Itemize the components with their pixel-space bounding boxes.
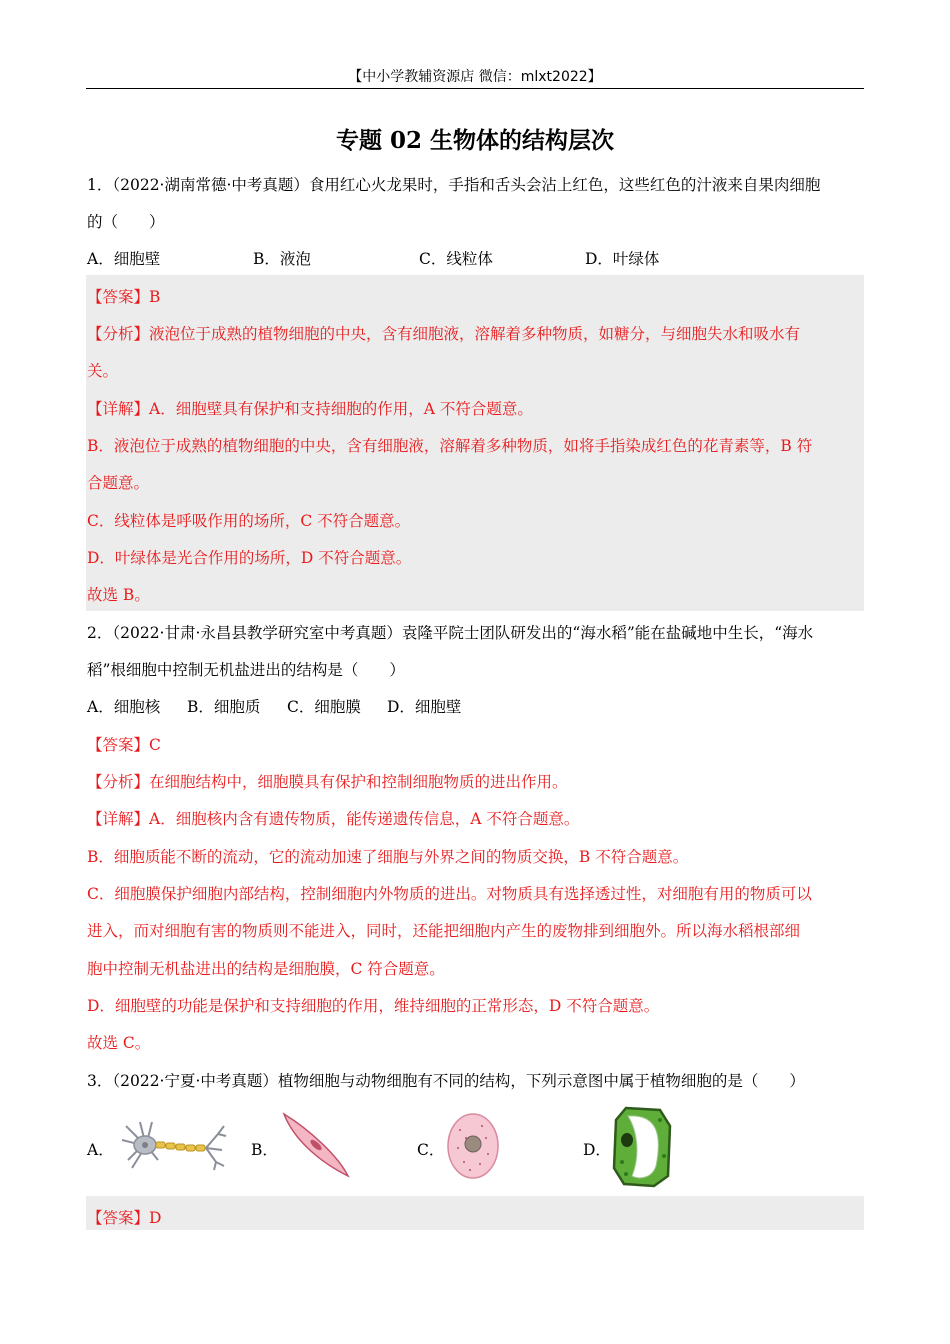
- q2-detail-line6: D．细胞壁的功能是保护和支持细胞的作用，维持细胞的正常形态，D 不符合题意。: [87, 997, 660, 1015]
- q2-stem-line2: 稻”根细胞中控制无机盐进出的结构是（ ）: [87, 661, 405, 679]
- neuron-cell-image: [118, 1116, 230, 1176]
- answer-tag: 【答案】: [87, 1209, 150, 1227]
- q2-options: [87, 695, 864, 717]
- answer-tag: 【答案】: [87, 288, 150, 306]
- q2-option-d: D．细胞壁: [387, 698, 462, 716]
- detail-tag: 【详解】: [87, 810, 150, 828]
- q2-detail-line1: 【详解】A．细胞核内含有遗传物质，能传递遗传信息，A 不符合题意。: [87, 810, 580, 828]
- q2-analysis-line1: 【分析】在细胞结构中，细胞膜具有保护和控制细胞物质的进出作用。: [87, 773, 568, 791]
- q2-stem-line1: 2．（2022·甘肃·永昌县教学研究室中考真题）袁隆平院士团队研发出的“海水稻”能在盐碱地中生长，“海水: [87, 624, 814, 642]
- q3-option-a-label: A．: [87, 1141, 114, 1159]
- answer-value: B: [149, 288, 161, 306]
- q2-answer: [87, 733, 864, 755]
- header-rule: [86, 88, 864, 89]
- q1-detail-line1: 【详解】A．细胞壁具有保护和支持细胞的作用，A 不符合题意。: [87, 400, 533, 418]
- q3-option-d-label: D．: [583, 1141, 611, 1159]
- q2-option-c: C．细胞膜: [287, 698, 361, 716]
- q1-option-c: C．线粒体: [419, 250, 493, 268]
- q2-detail-line4: 进入，而对细胞有害的物质则不能进入，同时，还能把细胞内产生的废物排到细胞外。所以海水稻根部细: [87, 922, 801, 940]
- q1-option-b: B．液泡: [253, 250, 311, 268]
- q1-stem-line2: 的（ ）: [87, 213, 165, 231]
- q1-detail-line5: D．叶绿体是光合作用的场所，D 不符合题意。: [87, 549, 412, 567]
- q1-detail-line2: B．液泡位于成熟的植物细胞的中央，含有细胞液，溶解着多种物质，如将手指染成红色的花青素等，B 符: [87, 437, 813, 455]
- q2-detail-line3: C．细胞膜保护细胞内部结构，控制细胞内外物质的进出。对物质具有选择透过性，对细胞有用的物质可以: [87, 885, 812, 903]
- q1-analysis-line1: 【分析】液泡位于成熟的植物细胞的中央，含有细胞液，溶解着多种物质，如糖分，与细胞失水和吸水有: [87, 325, 801, 343]
- animal-cell-image: [446, 1112, 500, 1180]
- q3-answer: [87, 1206, 864, 1228]
- q1-analysis-line2: 关。: [87, 362, 119, 380]
- answer-tag: 【答案】: [87, 736, 150, 754]
- detail-tag: 【详解】: [87, 400, 150, 418]
- analysis-tag: 【分析】: [87, 325, 150, 343]
- q1-options: [87, 247, 864, 269]
- q3-option-b-label: B．: [251, 1141, 278, 1159]
- muscle-cell-image: [280, 1110, 352, 1180]
- answer-value: D: [149, 1209, 162, 1227]
- q1-stem-line1: 1．（2022·湖南常德·中考真题）食用红心火龙果时，手指和舌头会沾上红色，这些红色的汁液来自果肉细胞: [87, 176, 821, 194]
- q1-answer: [87, 285, 864, 307]
- q2-detail-line2: B．细胞质能不断的流动，它的流动加速了细胞与外界之间的物质交换，B 不符合题意。: [87, 848, 689, 866]
- page-title: 专题 02 生物体的结构层次: [335, 127, 615, 154]
- q1-detail-line3: 合题意。: [87, 474, 150, 492]
- q2-option-a: A．细胞核: [87, 698, 161, 716]
- q2-detail-line5: 胞中控制无机盐进出的结构是细胞膜，C 符合题意。: [87, 960, 445, 978]
- analysis-tag: 【分析】: [87, 773, 150, 791]
- plant-cell-image: [612, 1106, 672, 1188]
- q1-option-a: A．细胞壁: [87, 250, 161, 268]
- page-header: 【中小学教辅资源店 微信：mlxt2022】: [348, 69, 602, 85]
- q1-detail-line4: C．线粒体是呼吸作用的场所，C 不符合题意。: [87, 512, 411, 530]
- q1-option-d: D．叶绿体: [585, 250, 660, 268]
- q1-conclusion: 故选 B。: [87, 586, 150, 604]
- answer-value: C: [149, 736, 161, 754]
- q2-conclusion: 故选 C。: [87, 1034, 151, 1052]
- q3-stem-line1: 3．（2022·宁夏·中考真题）植物细胞与动物细胞有不同的结构，下列示意图中属于植物细胞的是（ ）: [87, 1072, 805, 1090]
- q2-option-b: B．细胞质: [187, 698, 261, 716]
- q3-option-c-label: C．: [417, 1141, 445, 1159]
